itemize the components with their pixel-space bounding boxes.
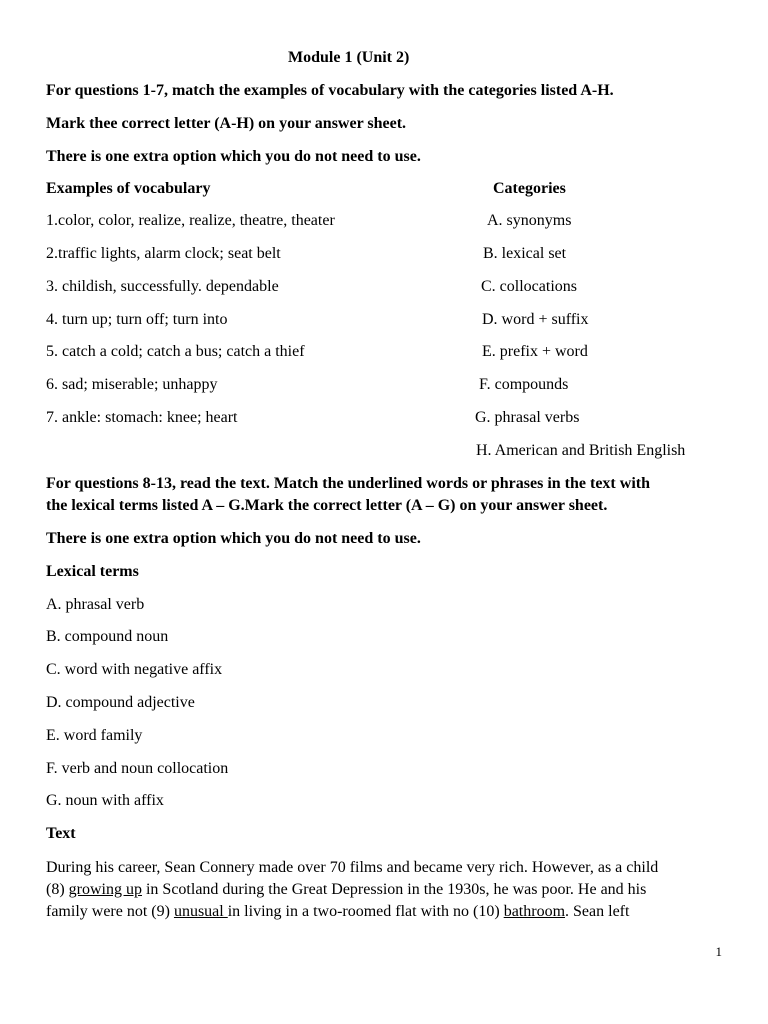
page-title: Module 1 (Unit 2) [288, 49, 410, 66]
underlined-term: growing up [68, 881, 142, 898]
category-item: B. lexical set [483, 245, 567, 262]
text-line-1: During his career, Sean Connery made over 70 films and became very rich. However, as a child [46, 859, 659, 876]
text-segment: in living in a two-roomed flat with no (10) [227, 903, 504, 920]
example-item: 3. childish, successfully. dependable [46, 278, 279, 295]
lexical-term-item: B. compound noun [46, 628, 169, 645]
category-item: A. synonyms [487, 212, 572, 229]
lexical-term-item: E. word family [46, 727, 143, 744]
example-item: 6. sad; miserable; unhappy [46, 376, 218, 393]
category-item: D. word + suffix [482, 311, 589, 328]
example-item: 4. turn up; turn off; turn into [46, 311, 228, 328]
example-item: 7. ankle: stomach: knee; heart [46, 409, 238, 426]
text-line-2 [46, 880, 646, 900]
lexical-term-item: G. noun with affix [46, 792, 164, 809]
text-segment: family were not (9) [46, 903, 174, 920]
lexical-terms-heading: Lexical terms [46, 563, 139, 580]
section2-instruction-2: There is one extra option which you do not need to use. [46, 530, 421, 547]
categories-heading: Categories [493, 180, 566, 197]
section2-instruction-1a: For questions 8-13, read the text. Match the underlined words or phrases in the text with [46, 475, 650, 492]
section1-instruction-1: For questions 1-7, match the examples of vocabulary with the categories listed A-H. [46, 82, 614, 99]
lexical-term-item: F. verb and noun collocation [46, 760, 229, 777]
category-item: F. compounds [479, 376, 569, 393]
category-item: G. phrasal verbs [475, 409, 580, 426]
lexical-term-item: C. word with negative affix [46, 661, 223, 678]
underlined-term: bathroom [503, 903, 566, 920]
text-segment: in Scotland during the Great Depression in the 1930s, he was poor. He and his [141, 881, 647, 898]
example-item: 5. catch a cold; catch a bus; catch a thief [46, 343, 305, 360]
example-item: 2.traffic lights, alarm clock; seat belt [46, 245, 281, 262]
page-number: 1 [715, 944, 722, 959]
text-heading: Text [46, 825, 76, 842]
section2-instruction-1b: the lexical terms listed A – G.Mark the correct letter (A – G) on your answer sheet. [46, 497, 608, 514]
text-segment: . Sean left [565, 903, 630, 920]
section1-instruction-3: There is one extra option which you do not need to use. [46, 148, 421, 165]
text-line-3 [46, 902, 629, 922]
lexical-term-item: D. compound adjective [46, 694, 195, 711]
underlined-term: unusual [173, 903, 228, 920]
text-segment: (8) [46, 881, 69, 898]
category-item: C. collocations [481, 278, 577, 295]
lexical-term-item: A. phrasal verb [46, 596, 145, 613]
section1-instruction-2: Mark thee correct letter (A-H) on your answer sheet. [46, 115, 407, 132]
examples-heading: Examples of vocabulary [46, 180, 211, 197]
category-item: E. prefix + word [482, 343, 588, 360]
category-item: H. American and British English [476, 442, 686, 459]
example-item: 1.color, color, realize, realize, theatre, theater [46, 212, 335, 229]
